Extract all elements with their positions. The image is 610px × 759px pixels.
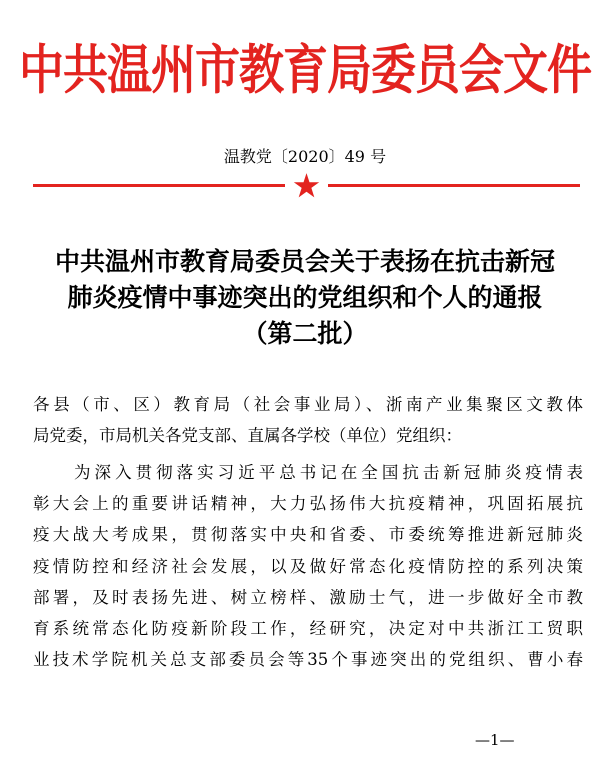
salutation-line: 各县（市、区）教育局（社会事业局）、浙南产业集聚区文教体 bbox=[33, 395, 583, 414]
body-line: 育系统常态化防疫新阶段工作，经研究，决定对中共浙江工贸职 bbox=[33, 619, 583, 639]
notice-title-line: （第二批） bbox=[242, 319, 368, 348]
body-line: 部署，及时表扬先进、树立榜样、激励士气，进一步做好全市教 bbox=[33, 587, 583, 607]
body-line: 为深入贯彻落实习近平总书记在全国抗击新冠肺炎疫情表 bbox=[33, 463, 583, 482]
body-line: 疫大战大考成果，贯彻落实中央和省委、市委统筹推进新冠肺炎 bbox=[33, 525, 583, 545]
red-star-icon bbox=[293, 172, 320, 199]
body-line: 彰大会上的重要讲话精神，大力弘扬伟大抗疫精神，巩固拓展抗 bbox=[33, 494, 583, 514]
salutation-line: 局党委，市局机关各党支部、直属各学校（单位）党组织： bbox=[33, 426, 462, 446]
salutation bbox=[33, 389, 583, 451]
star-shape bbox=[294, 173, 319, 197]
notice-title bbox=[20, 244, 590, 352]
notice-title-line: 中共温州市教育局委员会关于表扬在抗击新冠 bbox=[54, 247, 555, 276]
page-number: —1— bbox=[475, 731, 515, 749]
red-divider-left bbox=[33, 184, 285, 187]
red-divider-right bbox=[328, 184, 580, 187]
body-line: 疫情防控和经济社会发展，以及做好常态化疫情防控的系列决策 bbox=[33, 556, 583, 576]
body-line: 业技术学院机关总支部委员会等35个事迹突出的党组织、曹小春 bbox=[33, 650, 583, 670]
document-header-title: 中共温州市教育局委员会文件 bbox=[18, 38, 591, 102]
document-number: 温教党〔2020〕49 号 bbox=[223, 147, 387, 166]
notice-title-line: 肺炎疫情中事迹突出的党组织和个人的通报 bbox=[67, 283, 543, 312]
body-paragraph bbox=[33, 457, 583, 675]
